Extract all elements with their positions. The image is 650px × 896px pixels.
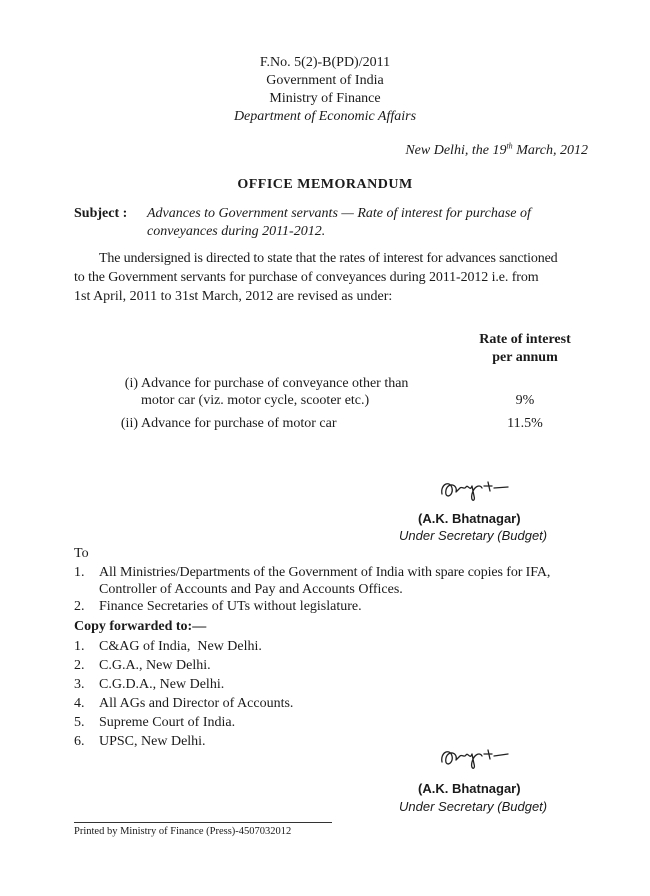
subject-line-2: conveyances during 2011-2012. (147, 224, 326, 239)
date-sup: th (506, 141, 513, 151)
rate-row-2-value: 11.5% (507, 416, 543, 431)
memo-title: OFFICE MEMORANDUM (237, 177, 413, 192)
signature-1 (436, 474, 516, 506)
to-item-2-line-1: Finance Secretaries of UTs without legislature. (99, 599, 362, 614)
to-item-2-num: 2. (74, 599, 85, 614)
rate-row-1-text-1: Advance for purchase of conveyance other than (141, 376, 409, 391)
rate-row-1-text-2: motor car (viz. motor cycle, scooter etc.) (141, 393, 370, 408)
copy-item-4: All AGs and Director of Accounts. (99, 696, 294, 711)
department-line: Department of Economic Affairs (233, 109, 417, 124)
rate-header (460, 331, 590, 367)
ministry-line: Ministry of Finance (269, 91, 381, 106)
rate-row-2-text: Advance for purchase of motor car (141, 416, 337, 431)
copy-item-2-num: 2. (74, 658, 85, 673)
body-line-2: to the Government servants for purchase of conveyances during 2011-2012 i.e. from (74, 270, 539, 285)
date-line (405, 143, 588, 159)
rate-row-2-num: (ii) (120, 416, 138, 431)
rate-header-line-1: Rate of interest (479, 332, 571, 347)
to-item-1-num: 1. (74, 565, 85, 580)
subject-line-1: Advances to Government servants — Rate of interest for purchase of (147, 206, 531, 221)
body-line-1: The undersigned is directed to state that the rates of interest for advances sanctioned (99, 251, 558, 266)
copy-label: Copy forwarded to:— (74, 619, 207, 634)
date-suffix: March, 2012 (512, 143, 588, 158)
government-line: Government of India (266, 73, 384, 88)
to-item-1-line-1: All Ministries/Departments of the Government of India with spare copies for IFA, (99, 565, 551, 580)
copy-item-3-num: 3. (74, 677, 85, 692)
rate-row-1-value: 9% (515, 393, 535, 408)
copy-item-2: C.G.A., New Delhi. (99, 658, 211, 673)
footer-text: Printed by Ministry of Finance (Press)-4507032012 (74, 826, 292, 837)
subject-label: Subject : (74, 206, 128, 221)
signatory-name-2: (A.K. Bhatnagar) (418, 781, 521, 796)
copy-item-5-num: 5. (74, 715, 85, 730)
copy-item-3: C.G.D.A., New Delhi. (99, 677, 225, 692)
copy-item-1-num: 1. (74, 639, 85, 654)
copy-item-1: C&AG of India, New Delhi. (99, 639, 262, 654)
copy-item-6-num: 6. (74, 734, 85, 749)
to-item-1-line-2: Controller of Accounts and Pay and Accounts Offices. (99, 582, 403, 597)
to-label: To (74, 546, 89, 561)
copy-item-6: UPSC, New Delhi. (99, 734, 206, 749)
footer-rule (74, 822, 332, 823)
rate-header-line-2: per annum (492, 350, 558, 365)
copy-item-5: Supreme Court of India. (99, 715, 236, 730)
copy-item-4-num: 4. (74, 696, 85, 711)
signatory-designation-2: Under Secretary (Budget) (399, 799, 548, 814)
body-line-3: 1st April, 2011 to 31st March, 2012 are revised as under: (74, 289, 393, 304)
signatory-designation-1: Under Secretary (Budget) (399, 528, 548, 543)
file-number: F.No. 5(2)-B(PD)/2011 (259, 55, 391, 70)
date-prefix: New Delhi, the 19 (405, 143, 507, 158)
rate-row-1-num: (i) (124, 376, 138, 391)
signatory-name-1: (A.K. Bhatnagar) (418, 511, 521, 526)
signature-2 (436, 740, 516, 774)
